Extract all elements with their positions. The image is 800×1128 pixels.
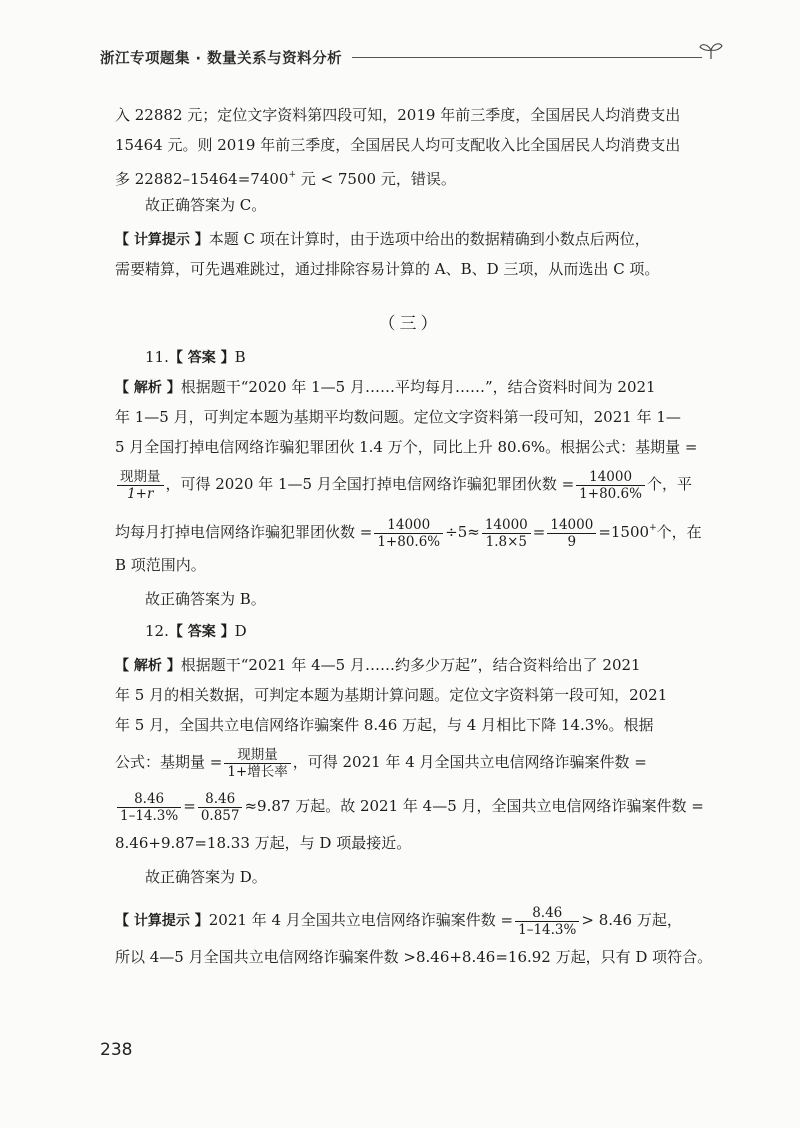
- fraction-numerator: 8.46: [515, 905, 579, 922]
- q12-number: 12.: [145, 622, 169, 640]
- q12-text-5b: ≈9.87 万起。故 2021 年 4—5 月，全国共立电信网络诈骗案件数 =: [244, 797, 704, 815]
- q11-text-5e: 个，在: [656, 523, 702, 541]
- page-content: [115, 100, 713, 972]
- calc-tip-2-line-1: [115, 898, 705, 942]
- fraction-numerator: 现期量: [117, 469, 164, 486]
- q11-analysis-tag: 【 解析 】: [115, 380, 181, 396]
- fraction-numerator: 14000: [374, 517, 443, 534]
- fraction: [576, 469, 645, 502]
- q12-line-4: [115, 740, 705, 784]
- intro-line-3-sup: +: [288, 170, 296, 180]
- section-title: （三）: [378, 314, 442, 334]
- fraction: [547, 517, 596, 550]
- q11-text-5d: =1500: [598, 523, 650, 541]
- fraction-numerator: 8.46: [198, 791, 243, 808]
- intro-answer: 故正确答案为 C。: [145, 196, 267, 214]
- q11-answer: B: [234, 348, 246, 366]
- intro-line-3-b: 元 < 7500 元，错误。: [296, 170, 456, 188]
- q11-line-4: [115, 462, 705, 506]
- q11-text-5b: ÷5≈: [445, 523, 480, 541]
- q11-text-5c: =: [532, 523, 546, 541]
- q12-analysis-tag: 【 解析 】: [115, 658, 181, 674]
- fraction: [515, 905, 579, 938]
- calc-tip-2-text-1a: 2021 年 4 月全国共立电信网络诈骗案件数 =: [208, 911, 514, 929]
- q11-line-5: [115, 506, 705, 550]
- fraction-denominator: 1+r: [127, 485, 154, 502]
- q11-line-2: 年 1—5 月，可判定本题为基期平均数问题。定位文字资料第一段可知，2021 年 1—: [115, 408, 681, 426]
- question-12: [115, 616, 705, 892]
- intro-paragraph: [115, 100, 705, 220]
- intro-line-3-a: 多 22882–15464=7400: [115, 170, 289, 188]
- calc-tip-1-line-2: 需要精算，可先遇难跳过，通过排除容易计算的 A、B、D 三项，从而选出 C 项。: [115, 260, 660, 278]
- fraction-numerator: 14000: [547, 517, 596, 534]
- calc-tip-1-text-1: 本题 C 项在计算时，由于选项中给出的数据精确到小数点后两位，: [208, 230, 650, 248]
- calc-tip-tag: 【 计算提示 】: [115, 232, 209, 248]
- q12-answer: D: [234, 622, 247, 640]
- q11-sup: +: [649, 523, 657, 533]
- q12-answer-tag: 【 答案 】: [168, 624, 235, 640]
- calc-tip-1: [115, 224, 705, 284]
- fraction: [198, 791, 243, 824]
- intro-line-1: 入 22882 元；定位文字资料第四段可知，2019 年前三季度，全国居民人均消费支出: [115, 106, 681, 124]
- q11-text-1: 根据题干“2020 年 1—5 月……平均每月……”，结合资料时间为 2021: [180, 378, 656, 396]
- q11-text-5a: 均每月打掉电信网络诈骗犯罪团伙数 =: [115, 523, 373, 541]
- intro-line-2: 15464 元。则 2019 年前三季度，全国居民人均可支配收入比全国居民人均消费支出: [115, 136, 681, 154]
- q12-final: 故正确答案为 D。: [145, 868, 267, 886]
- calc-tip-2: [115, 898, 713, 972]
- q11-text-4a: ，可得 2020 年 1—5 月全国打掉电信网络诈骗犯罪团伙数 =: [165, 475, 575, 493]
- q11-answer-line: [115, 342, 705, 372]
- q12-line-1: [115, 650, 705, 680]
- fraction-denominator: 0.857: [200, 807, 240, 824]
- header-title: 浙江专项题集 · 数量关系与资料分析: [100, 51, 343, 67]
- q12-line-6: 8.46+9.87=18.33 万起，与 D 项最接近。: [115, 834, 412, 852]
- fraction: [117, 791, 181, 824]
- q11-final: 故正确答案为 B。: [145, 590, 266, 608]
- q11-text-4b: 个，平: [646, 475, 692, 493]
- fraction-denominator: 1+80.6%: [377, 533, 441, 550]
- q11-line-1: [115, 372, 705, 402]
- q12-answer-line: [115, 616, 705, 646]
- fraction-numerator: 14000: [576, 469, 645, 486]
- fraction-denominator: 1.8×5: [485, 533, 527, 550]
- calc-tip-1-line-1: [115, 224, 705, 254]
- header-rule: [352, 57, 702, 58]
- calc-tip-2-text-1b: > 8.46 万起，: [581, 911, 682, 929]
- fraction: [117, 469, 164, 502]
- q12-line-2: 年 5 月的相关数据，可判定本题为基期计算问题。定位文字资料第一段可知，2021: [115, 686, 668, 704]
- q11-number: 11.: [145, 348, 169, 366]
- fraction-denominator: 1+增长率: [227, 763, 288, 780]
- q12-line-5: [115, 784, 705, 828]
- q12-text-5a: =: [183, 797, 196, 815]
- q12-text-4a: 公式：基期量 =: [115, 753, 223, 771]
- calc-tip-2-line-2: 所以 4—5 月全国共立电信网络诈骗案件数 >8.46+8.46=16.92 万起，只有 D 项符合。: [115, 948, 713, 966]
- question-11: [115, 342, 705, 614]
- sprout-leaf-icon: [698, 41, 724, 61]
- q11-answer-tag: 【 答案 】: [168, 350, 235, 366]
- q12-text-1: 根据题干“2021 年 4—5 月……约多少万起”，结合资料给出了 2021: [180, 656, 641, 674]
- fraction-denominator: 9: [567, 533, 577, 550]
- q11-line-6: B 项范围内。: [115, 556, 206, 574]
- page-number: 238: [100, 1040, 133, 1060]
- q12-text-4b: ，可得 2021 年 4 月全国共立电信网络诈骗案件数 =: [292, 753, 647, 771]
- fraction-numerator: 现期量: [224, 747, 290, 764]
- calc-tip-tag: 【 计算提示 】: [115, 913, 209, 929]
- fraction-denominator: 1–14.3%: [120, 807, 179, 824]
- intro-line-3: [115, 160, 705, 190]
- q12-line-3: 年 5 月，全国共立电信网络诈骗案件 8.46 万起，与 4 月相比下降 14.3%。根据: [115, 716, 654, 734]
- fraction-numerator: 8.46: [117, 791, 181, 808]
- fraction-numerator: 14000: [482, 517, 531, 534]
- fraction: [374, 517, 443, 550]
- fraction-denominator: 1+80.6%: [579, 485, 642, 502]
- fraction: [482, 517, 531, 550]
- fraction: [224, 747, 290, 780]
- running-header: [100, 47, 720, 77]
- q11-line-3: 5 月全国打掉电信网络诈骗犯罪团伙 1.4 万个，同比上升 80.6%。根据公式：基期量 =: [115, 438, 698, 456]
- fraction-denominator: 1–14.3%: [518, 921, 577, 938]
